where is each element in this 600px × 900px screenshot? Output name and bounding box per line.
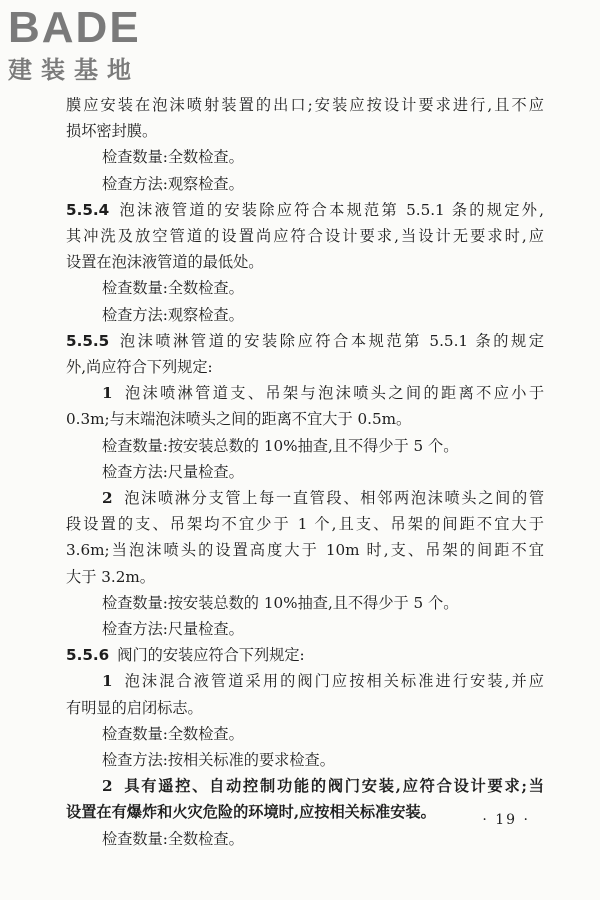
- text-line: [66, 485, 544, 511]
- text-line: [66, 773, 544, 799]
- item-number: 2: [102, 489, 113, 508]
- line-text: 检查数量:按安装总数的 10%抽查,且不得少于 5 个。: [102, 593, 459, 612]
- text-line: [66, 433, 544, 459]
- text-line: [66, 695, 544, 721]
- line-text: 检查数量:全数检查。: [102, 829, 244, 848]
- text-line: [66, 302, 544, 328]
- clause-number: 5.5.4: [66, 200, 110, 219]
- line-text: 膜应安装在泡沫喷射装置的出口;安装应按设计要求进行,且不应: [66, 96, 544, 114]
- line-text: 检查方法:尺量检查。: [102, 462, 244, 481]
- text-line: [66, 721, 544, 747]
- line-text: 检查方法:尺量检查。: [102, 620, 244, 639]
- line-text: 0.3m;与末端泡沫喷头之间的距离不宜大于 0.5m。: [66, 410, 412, 429]
- text-line: [66, 92, 544, 118]
- line-text: 3.6m;当泡沫喷头的设置高度大于 10m 时,支、吊架的间距不宜: [66, 541, 544, 560]
- line-text: 检查数量:全数检查。: [102, 148, 244, 167]
- line-text: 外,尚应符合下列规定:: [66, 358, 213, 377]
- text-line: [66, 511, 544, 537]
- line-text: 检查数量:全数检查。: [102, 724, 244, 743]
- text-line: [66, 144, 544, 170]
- line-text: 有明显的启闭标志。: [66, 698, 203, 717]
- clause-heading-line: [66, 328, 544, 354]
- logo-subtitle: 建装基地: [8, 56, 140, 84]
- document-body: [66, 92, 544, 852]
- line-text: 具有遥控、自动控制功能的阀门安装,应符合设计要求;当: [122, 777, 544, 796]
- text-line: [66, 223, 544, 249]
- line-text: 段设置的支、吊架均不宜少于 1 个,且支、吊架的间距不宜大于: [66, 515, 544, 534]
- text-line: [66, 275, 544, 301]
- text-line: [66, 459, 544, 485]
- text-line: [66, 380, 544, 406]
- line-text: 设置在有爆炸和火灾危险的环境时,应按相关标准安装。: [66, 803, 436, 822]
- text-line: [66, 354, 544, 380]
- text-line: [66, 799, 544, 825]
- text-line: [66, 747, 544, 773]
- line-text: 设置在泡沫液管道的最低处。: [66, 253, 264, 272]
- text-line: [66, 668, 544, 694]
- line-text: 检查方法:观察检查。: [102, 174, 244, 193]
- text-line: [66, 406, 544, 432]
- line-text: 泡沫混合液管道采用的阀门应按相关标准进行安装,并应: [122, 672, 544, 691]
- line-text: 检查数量:按安装总数的 10%抽查,且不得少于 5 个。: [102, 436, 459, 455]
- line-text: 阀门的安装应符合下列规定:: [117, 646, 305, 665]
- text-line: [66, 564, 544, 590]
- line-text: 检查数量:全数检查。: [102, 279, 244, 298]
- logo-wordmark: BADE: [8, 3, 141, 52]
- clause-number: 5.5.6: [66, 646, 110, 665]
- clause-number: 5.5.5: [66, 331, 110, 350]
- text-line: [66, 249, 544, 275]
- bade-logo: [8, 3, 198, 84]
- text-line: [66, 616, 544, 642]
- line-text: 泡沫喷淋管道支、吊架与泡沫喷头之间的距离不应小于: [122, 384, 544, 403]
- text-line: [66, 826, 544, 852]
- text-line: [66, 590, 544, 616]
- item-number: 1: [102, 384, 113, 403]
- line-text: 泡沫喷淋管道的安装除应符合本规范第 5.5.1 条的规定: [117, 331, 544, 350]
- line-text: 泡沫喷淋分支管上每一直管段、相邻两泡沫喷头之间的管: [122, 489, 544, 508]
- item-number: 2: [102, 777, 113, 796]
- clause-heading-line: [66, 642, 544, 668]
- item-number: 1: [102, 672, 113, 691]
- text-line: [66, 537, 544, 563]
- text-line: [66, 171, 544, 197]
- clause-heading-line: [66, 197, 544, 223]
- text-line: [66, 118, 544, 144]
- line-text: 损坏密封膜。: [66, 122, 158, 141]
- line-text: 大于 3.2m。: [66, 567, 155, 586]
- line-text: 其冲洗及放空管道的设置尚应符合设计要求,当设计无要求时,应: [66, 227, 544, 246]
- line-text: 检查方法:按相关标准的要求检查。: [102, 751, 335, 770]
- line-text: 泡沫液管道的安装除应符合本规范第 5.5.1 条的规定外,: [117, 200, 544, 219]
- line-text: 检查方法:观察检查。: [102, 305, 244, 324]
- page-number: · 19 ·: [482, 812, 530, 828]
